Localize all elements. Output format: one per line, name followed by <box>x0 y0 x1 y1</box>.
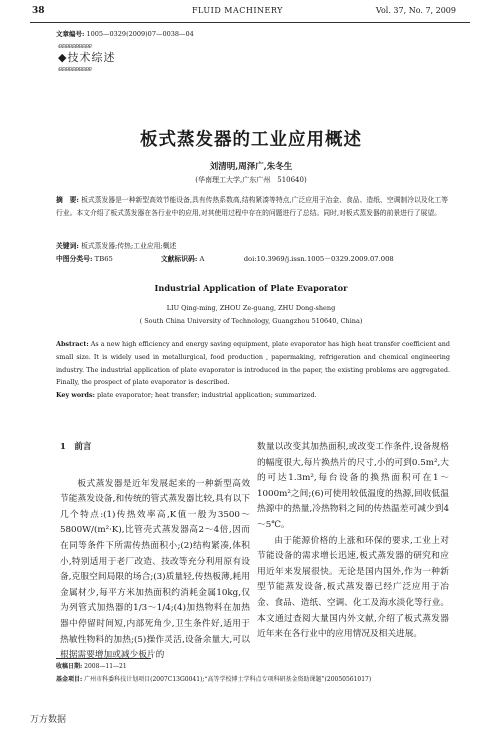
section-tag <box>58 42 130 82</box>
article-id-value: 1005—0329(2009)07—0038—04 <box>86 30 194 38</box>
section-tag-text: 技术综述 <box>67 51 116 64</box>
section-tag-decoration-bottom: ⅇⅇⅇⅇⅇⅇⅇⅇⅇⅇ <box>58 65 92 73</box>
footnote-received <box>56 661 456 673</box>
header-rule <box>30 22 470 23</box>
title-en: Industrial Application of Plate Evaporator <box>154 283 348 293</box>
keywords-cn-text: 板式蒸发器;传热;工业应用;概述 <box>81 242 177 250</box>
affiliation-cn: (华南理工大学,广东广州 510640) <box>195 176 307 184</box>
clc-label: 中图分类号: <box>56 255 93 263</box>
received-date: 2008—11—21 <box>84 663 127 670</box>
abstract-cn-label: 摘 要: <box>56 196 79 204</box>
journal-name: FLUID MACHINERY <box>192 6 283 15</box>
received-label: 收稿日期: <box>56 663 83 670</box>
keywords-en <box>56 389 450 402</box>
clc-value: TB65 <box>94 255 113 263</box>
body-right-column <box>257 440 449 643</box>
keywords-en-label: Key words: <box>56 391 95 399</box>
abstract-en-text: As a new high efficiency and energy saving equipment, plate evaporator has high heat transfer coefficient and small size. It is widely used in metallurgical, food production , papermaking, refrigeration and chemical engineering industry. The industrial application of plate evaporator is introduced in the paper, the existing problems are aggregated. Finally, the prospect of plate evaporator is described. <box>56 340 450 387</box>
title-cn: 板式蒸发器的工业应用概述 <box>140 130 362 150</box>
classification-cn <box>56 253 466 266</box>
abstract-cn-text: 板式蒸发器是一种新型高效节能设备,具有传热系数高,结构紧凑等特点,广泛应用于冶金、食品、造纸、空调制冷以及化工等行业。本文介绍了板式蒸发器在各行业中的应用,对其使用过程中存在的问题进行了总结。同时,对板式蒸发器的前景进行了展望。 <box>56 196 448 217</box>
volume-info: Vol. 37, No. 7, 2009 <box>375 6 456 15</box>
footnote-rule <box>56 658 151 659</box>
keywords-cn-label: 关键词: <box>56 242 79 250</box>
abstract-en <box>56 338 450 389</box>
article-id-label: 文章编号: <box>56 30 85 38</box>
body-left-column <box>60 440 250 664</box>
watermark: 万方数据 <box>30 715 67 725</box>
abstract-cn <box>56 194 448 220</box>
intro-paragraph-1-continued: 数量以改变其加热面积,或改变工作条件,设备规格的幅度很大,每片换热片的尺寸,小的可到0.5m²,大的可达1.3m²,每台设备的换热面积可在1～1000m²之间;(6)可使用较低温度的热源,回收低温热源中的热量,冷热物料之间的传热温差可减少到4～5℃。 <box>257 442 449 530</box>
authors-en: LIU Qing-ming, ZHOU Ze-guang, ZHU Dong-sheng <box>166 304 336 312</box>
abstract-en-label: Abstract: <box>56 340 89 348</box>
section-tag-decoration-top: ⅇⅇⅇⅇⅇⅇⅇⅇⅇⅇ <box>58 42 92 50</box>
doi: doi:10.3969/j.issn.1005－0329.2009.07.008 <box>243 255 394 263</box>
article-id <box>56 29 194 38</box>
intro-paragraph-1: 板式蒸发器是近年发展起来的一种新型高效节能蒸发设备,和传统的管式蒸发器比较,具有以下几个特点:(1)传热效率高,K值一般为3500～5800W/(m²·K),比管壳式蒸发器高2～4倍,因而在同等条件下所需传热面积小;(2)结构紧凑,体积小,特别适用于老厂改造、技改等充分利用原有设备,克服空间局限的场合;(3)质量轻,传热板薄,耗用金属材少,每平方米加热面积约消耗金属10kg,仅为列管式加热器的1/3～1/4;(4)加热物料在加热器中停留时间短,内部死角少,卫生条件好,适用于热敏性物料的加热;(5)操作灵活,设备余量大,可以根据需要增加或减少板片的 <box>60 478 250 661</box>
footnote-fund <box>56 674 456 686</box>
doc-code-value: A <box>199 255 205 263</box>
section-tag-label <box>58 51 130 65</box>
keywords-cn <box>56 240 448 253</box>
authors-cn: 刘清明,周泽广,朱冬生 <box>209 162 293 172</box>
diamond-icon: ◆ <box>58 51 68 64</box>
fund-value: 广州市科委科技计划项目(2007C13G0041);“高等学校博士学科点专项科研基金资助课题”(20050561017) <box>84 676 372 683</box>
fund-label: 基金项目: <box>56 676 83 683</box>
intro-paragraph-2: 由于能源价格的上涨和环保的要求,工业上对节能设备的需求增长迅速,板式蒸发器的研究和应用近年来发展很快。无论是国内国外,作为一种新型节能蒸发设备,板式蒸发器已经广泛应用于冶金、食品、造纸、空调、化工及海水淡化等行业。本文通过查阅大量国内外文献,介绍了板式蒸发器近年来在各行业中的应用情况及相关进展。 <box>257 535 449 640</box>
page-number: 38 <box>32 6 45 16</box>
affiliation-en: ( South China University of Technology, Guangzhou 510640, China) <box>139 317 363 325</box>
doc-code-label: 文献标识码: <box>160 255 198 263</box>
section-heading-intro: 1 前言 <box>60 442 92 452</box>
keywords-en-text: plate evaporator; heat transfer; industrial application; summarized. <box>97 391 317 399</box>
